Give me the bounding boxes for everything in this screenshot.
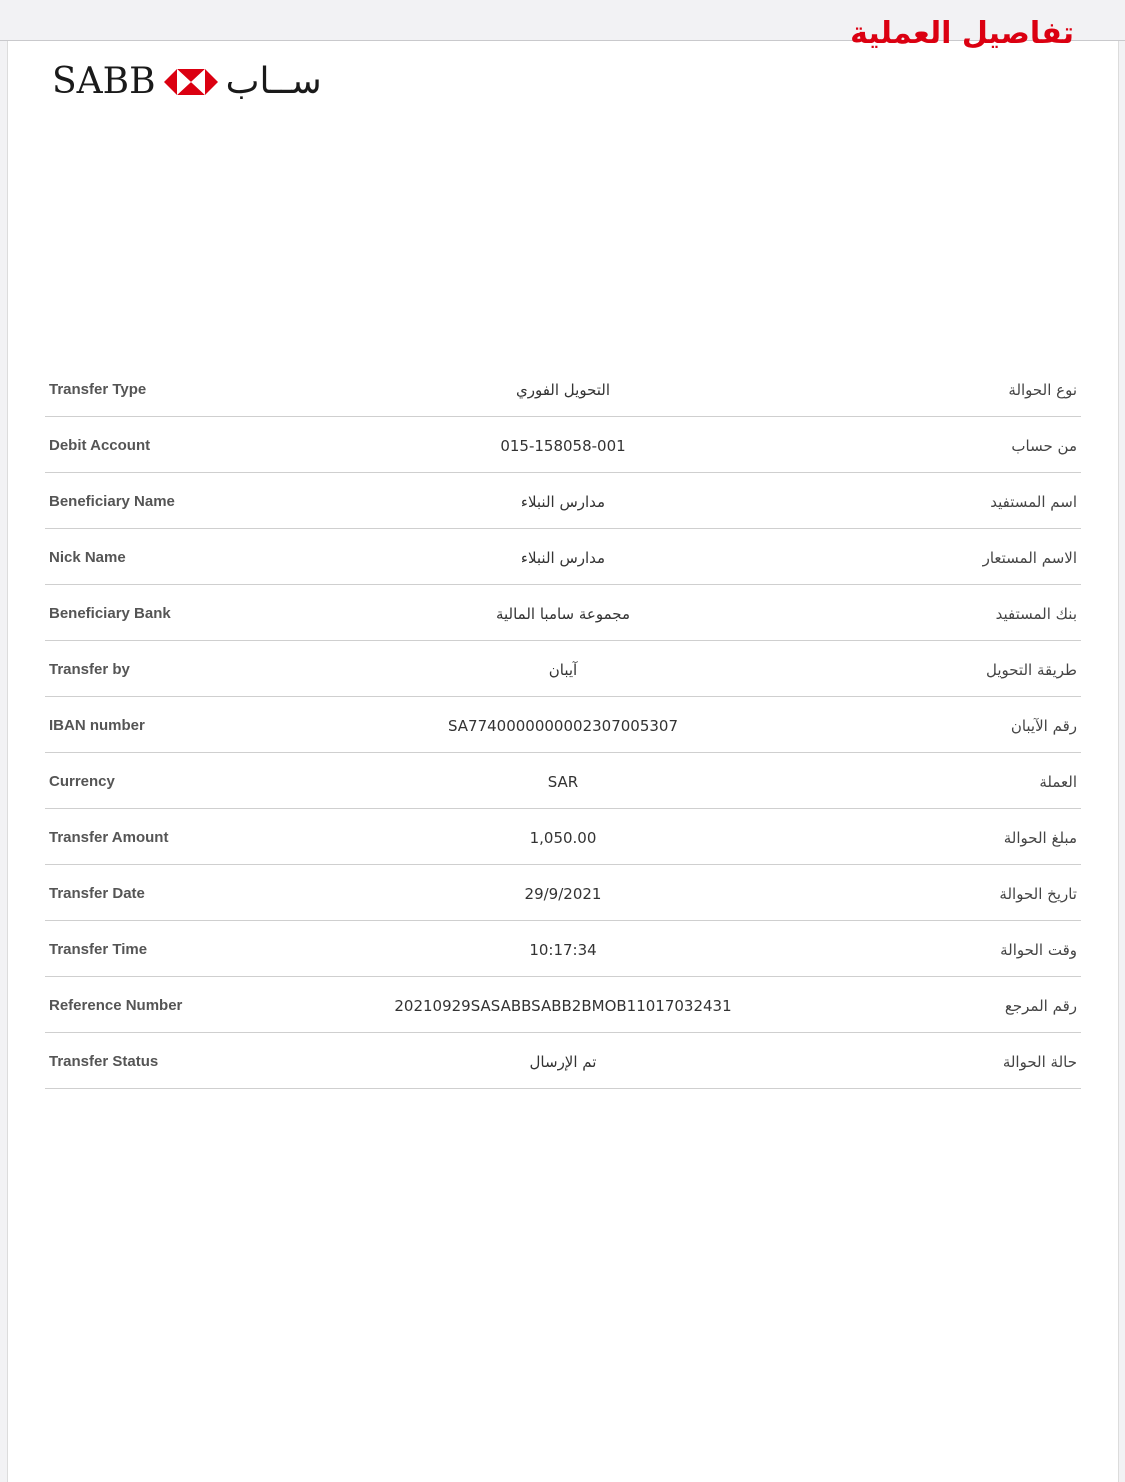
- detail-row-beneficiary-bank: [45, 585, 1081, 641]
- label-ar: نوع الحوالة: [1008, 381, 1077, 399]
- receipt-page: [7, 16, 1119, 1482]
- label-en: Debit Account: [49, 437, 151, 454]
- label-ar: الاسم المستعار: [982, 549, 1077, 567]
- logo-text-en: SABB: [52, 61, 156, 102]
- label-en: Transfer Date: [49, 885, 145, 902]
- label-ar: رقم المرجع: [1004, 997, 1077, 1015]
- transfer-details-table: [45, 361, 1081, 1089]
- detail-row-debit-account: [45, 417, 1081, 473]
- detail-row-beneficiary-name: [45, 473, 1081, 529]
- label-ar: مبلغ الحوالة: [1003, 829, 1077, 847]
- value: 20210929SASABBSABB2BMOB11017032431: [394, 997, 732, 1015]
- value: مدارس النبلاء: [520, 493, 606, 511]
- value: 1,050.00: [529, 829, 597, 847]
- value: 10:17:34: [529, 941, 597, 959]
- detail-row-transfer-date: [45, 865, 1081, 921]
- detail-row-nick-name: [45, 529, 1081, 585]
- sabb-hexagon-logo-icon: [164, 67, 218, 97]
- detail-row-reference-number: [45, 977, 1081, 1033]
- label-en: Transfer Type: [49, 381, 147, 398]
- label-ar: العملة: [1039, 773, 1077, 791]
- label-ar: حالة الحوالة: [1002, 1053, 1077, 1071]
- value: التحويل الفوري: [515, 381, 611, 399]
- detail-row-iban-number: [45, 697, 1081, 753]
- value: مدارس النبلاء: [520, 549, 606, 567]
- detail-row-transfer-type: [45, 361, 1081, 417]
- label-en: Transfer by: [49, 661, 130, 678]
- label-en: Currency: [49, 773, 115, 790]
- detail-row-transfer-by: [45, 641, 1081, 697]
- label-en: Nick Name: [49, 549, 126, 566]
- detail-row-transfer-amount: [45, 809, 1081, 865]
- value: آيبان: [548, 661, 578, 679]
- label-en: Transfer Time: [49, 941, 148, 958]
- detail-row-currency: [45, 753, 1081, 809]
- label-en: Transfer Amount: [49, 829, 169, 846]
- value: 015-158058-001: [500, 437, 626, 455]
- value: SA7740000000002307005307: [447, 717, 679, 735]
- value: SAR: [547, 773, 579, 791]
- detail-row-transfer-status: [45, 1033, 1081, 1089]
- value: مجموعة سامبا المالية: [495, 605, 631, 623]
- label-ar: طريقة التحويل: [985, 661, 1077, 679]
- label-ar: وقت الحوالة: [1000, 941, 1077, 959]
- detail-row-transfer-time: [45, 921, 1081, 977]
- label-en: Reference Number: [49, 997, 183, 1014]
- label-en: IBAN number: [49, 717, 145, 734]
- label-en: Transfer Status: [49, 1053, 159, 1070]
- label-ar: بنك المستفيد: [995, 605, 1077, 623]
- value: 29/9/2021: [524, 885, 602, 903]
- label-en: Beneficiary Bank: [49, 605, 171, 622]
- label-ar: من حساب: [1011, 437, 1077, 455]
- value: تم الإرسال: [529, 1053, 597, 1071]
- sabb-logo: [52, 59, 322, 105]
- label-ar: اسم المستفيد: [990, 493, 1077, 511]
- label-ar: رقم الآيبان: [1010, 717, 1077, 735]
- logo-text-ar: ســاب: [225, 61, 322, 102]
- label-ar: تاريخ الحوالة: [999, 885, 1077, 903]
- page-title: تفاصيل العملية: [850, 16, 1074, 51]
- label-en: Beneficiary Name: [49, 493, 175, 510]
